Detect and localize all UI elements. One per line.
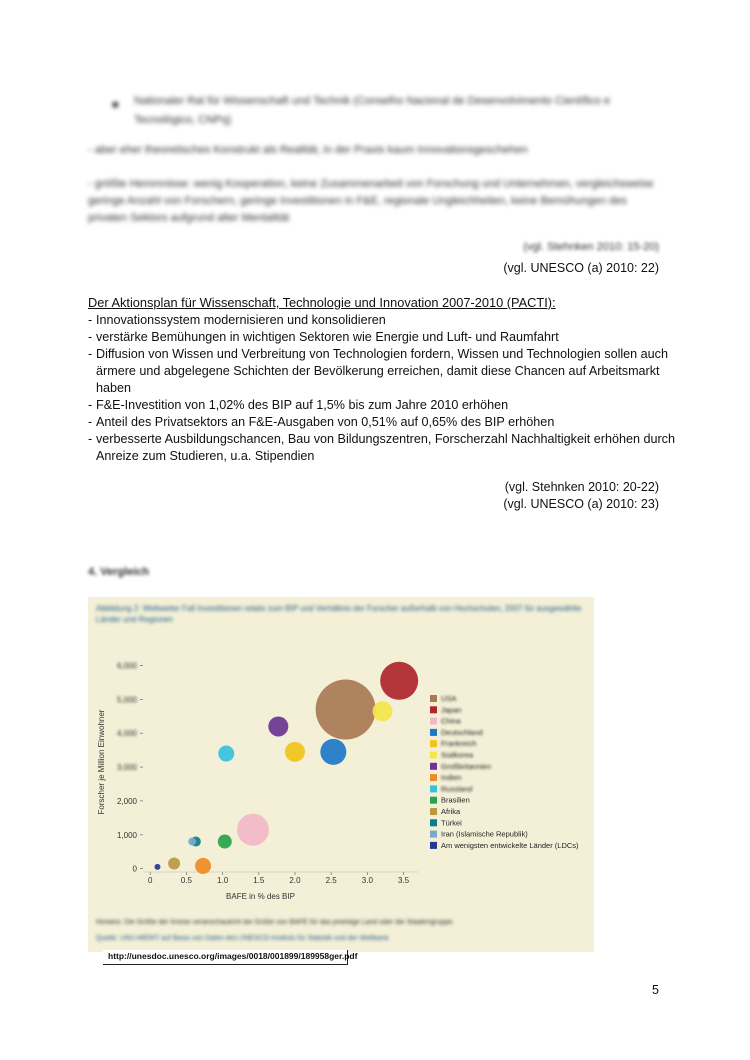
legend-swatch	[430, 808, 437, 815]
bubble-afrika	[168, 858, 180, 870]
page-number: 5	[652, 983, 659, 997]
figure-title: Abbildung 2: Weltweiter Fall Investitionen relativ zum BIP und Verhältnis der Forscher außerhalb von Hochschulen, 2007 für ausgewählte Länder und Regionen	[96, 604, 582, 624]
chart-legend	[430, 694, 579, 850]
chart-bubbles	[154, 662, 418, 874]
legend-swatch	[430, 819, 437, 826]
url-text: http://unesdoc.unesco.org/images/0018/001899/189958ger.pdf	[108, 951, 358, 961]
legend-label: Frankreich	[441, 739, 477, 749]
legend-label: Iran (Islamische Republik)	[441, 829, 528, 839]
x-tick-label: 3.5	[397, 876, 410, 885]
x-tick-label: 1.5	[253, 876, 265, 885]
pacti-list	[88, 312, 678, 465]
legend-swatch	[430, 831, 437, 838]
legend-label: Afrika	[441, 807, 461, 816]
figure-chart	[88, 597, 594, 952]
citation-1: (vgl. UNESCO (a) 2010: 22)	[503, 261, 659, 275]
legend-label: Russland	[441, 784, 473, 794]
legend-label: Brasilien	[441, 795, 470, 805]
bubble-indien	[195, 858, 211, 874]
list-item: - verbesserte Ausbildungschancen, Bau von Bildungszentren, Forscherzahl Nachhaltigkeit erhöhen durch Anreize zum Studieren, u.a. Stipendien	[88, 431, 678, 465]
bubble-japan	[380, 662, 418, 700]
citation-2: (vgl. Stehnken 2010: 20-22)	[504, 480, 659, 494]
bubble-deutschland	[320, 739, 346, 765]
bullet-text: Nationaler Rat für Wissenschaft und Technik (Conselho Nacional de Desenvolvimento Científico e Tecnológico, CNPq)	[134, 95, 611, 126]
x-tick-label: 0	[148, 876, 153, 885]
y-axis-label: Forscher je Million Einwohner	[97, 709, 106, 815]
legend-swatch	[430, 797, 437, 804]
list-item: - Diffusion von Wissen und Verbreitung von Technologien fordern, Wissen und Technologien sollen auch ärmere und abgelegene Schichten der Bevölkerung erreichen, damit diese Chancen auf Arbeitsmarkt haben	[88, 346, 678, 397]
bullet-dot-icon: ■	[112, 99, 119, 111]
bubble-usa	[316, 680, 376, 740]
legend-label: Großbritannien	[441, 761, 492, 771]
bubble-brasilien	[218, 835, 232, 849]
y-tick-label: 6,000	[116, 661, 137, 671]
citation-blurred: (vgl. Stehnken 2010: 15-20)	[523, 241, 659, 253]
bubble-chart	[88, 597, 594, 907]
legend-label: China	[441, 716, 461, 726]
legend-swatch	[430, 718, 437, 725]
legend-label: Südkorea	[441, 750, 474, 760]
bubble-großbritannien	[268, 716, 288, 736]
x-axis-label: BAFE in % des BIP	[226, 892, 295, 901]
legend-label: Am wenigsten entwickelte Länder (LDCs)	[441, 840, 579, 850]
figure-note: Hinweis: Die Größe der Kreise veranschaulicht die Größe von BAFE für das jeweilige Land oder die Staatengruppe.	[96, 919, 455, 926]
paragraph-2: - größte Hemmnisse: wenig Kooperation, keine Zusammenarbeit von Forschung und Unternehmen, vergleichsweise geringe Anzahl von Forschern, geringe Investitionen in F&E, regionale Ungleichheiten, keine Bemühungen des privaten Sektors aufgrund alter Mentalität	[88, 178, 654, 224]
legend-label: Indien	[441, 773, 462, 783]
legend-label: Türkei	[441, 818, 462, 828]
y-tick-label: 5,000	[116, 695, 137, 705]
bullet-item	[112, 92, 652, 130]
legend-swatch	[430, 729, 437, 736]
legend-label: Deutschland	[441, 727, 483, 737]
legend-label: USA	[441, 694, 457, 703]
paragraph-1: - aber eher theoretisches Konstrukt als Realität, in der Praxis kaum Innovationsgeschehen	[88, 144, 528, 156]
x-tick-label: 2.0	[289, 876, 301, 885]
bubble-russland	[218, 746, 234, 762]
legend-swatch	[430, 740, 437, 747]
section-title: 4. Vergleich	[88, 566, 150, 578]
pacti-heading: Der Aktionsplan für Wissenschaft, Technologie und Innovation 2007-2010 (PACTI):	[88, 295, 556, 310]
y-tick-label: 1,000	[116, 830, 137, 840]
bubble-frankreich	[285, 742, 305, 762]
list-item: - F&E-Investition von 1,02% des BIP auf 1,5% bis zum Jahre 2010 erhöhen	[88, 397, 678, 414]
url-label	[103, 950, 358, 965]
x-tick-label: 0.5	[180, 876, 192, 885]
bubble-china	[237, 814, 269, 846]
bubble-südkorea	[373, 701, 393, 721]
bubble-am-wenigsten-entwickelte-länder-ldcs-	[154, 864, 160, 870]
legend-swatch	[430, 752, 437, 759]
x-tick-label: 1.0	[217, 876, 229, 885]
legend-swatch	[430, 785, 437, 792]
y-tick-label: 0	[132, 864, 137, 874]
x-tick-label: 2.5	[325, 876, 337, 885]
list-item: - Innovationssystem modernisieren und konsolidieren	[88, 312, 678, 329]
legend-label: Japan	[441, 705, 462, 715]
legend-swatch	[430, 695, 437, 702]
list-item: - Anteil des Privatsektors an F&E-Ausgaben von 0,51% auf 0,65% des BIP erhöhen	[88, 414, 678, 431]
x-tick-label: 3.0	[361, 876, 373, 885]
list-item: - verstärke Bemühungen in wichtigen Sektoren wie Energie und Luft- und Raumfahrt	[88, 329, 678, 346]
y-tick-label: 2,000	[116, 796, 137, 806]
y-tick-label: 3,000	[116, 763, 137, 773]
bubble-iran-islamische-republik-	[188, 838, 196, 846]
legend-swatch	[430, 706, 437, 713]
figure-source: Quelle: UNU-MERIT auf Basis von Daten des UNESCO-Instituts für Statistik und der Weltbank	[96, 935, 389, 942]
citation-3: (vgl. UNESCO (a) 2010: 23)	[503, 497, 659, 511]
y-tick-label: 4,000	[116, 729, 137, 739]
legend-swatch	[430, 842, 437, 849]
legend-swatch	[430, 763, 437, 770]
legend-swatch	[430, 774, 437, 781]
